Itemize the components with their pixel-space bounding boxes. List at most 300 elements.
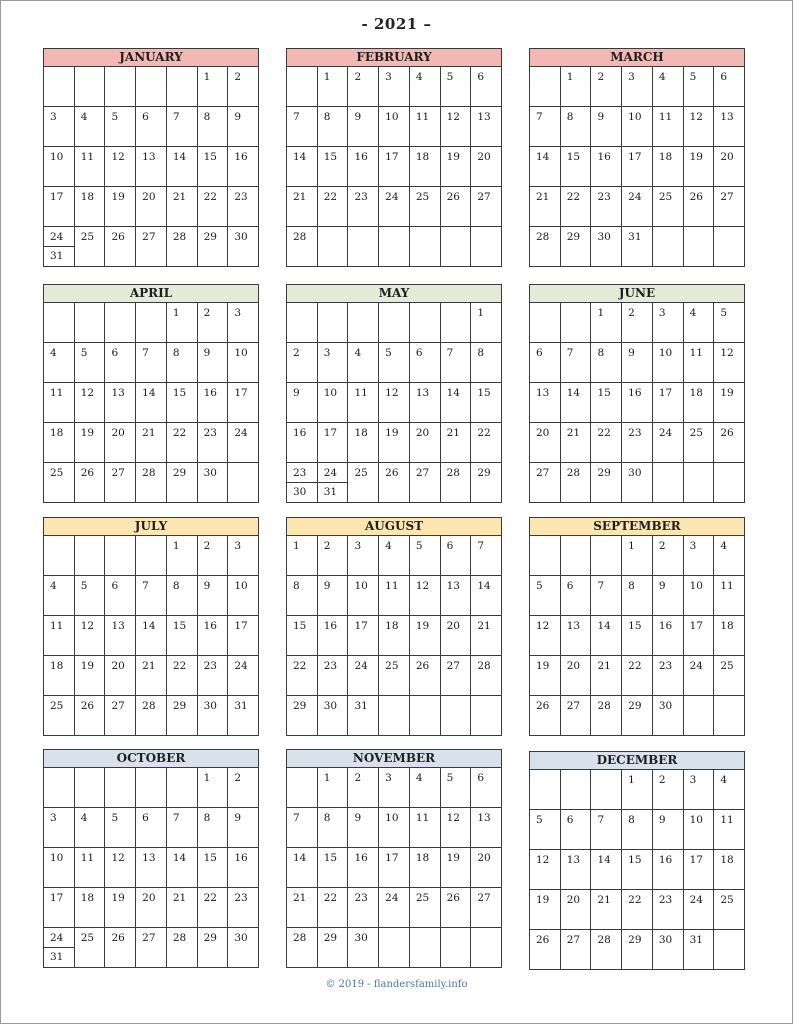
day-number: 28 [597, 700, 611, 712]
day-cell [228, 463, 259, 503]
day-number: 22 [566, 191, 581, 203]
day-number: 22 [597, 427, 611, 439]
day-number: 4 [50, 580, 57, 592]
day-number: 5 [80, 580, 88, 592]
week-row [44, 888, 259, 928]
day-cell [441, 303, 472, 343]
day-number: 11 [80, 852, 95, 864]
month-april [43, 284, 259, 503]
day-cell [530, 227, 561, 267]
week-row [44, 227, 259, 267]
day-cell [714, 930, 745, 970]
day-cell [287, 227, 318, 267]
day-number: 9 [234, 812, 241, 824]
day-number: 14 [597, 854, 611, 866]
day-cell [318, 227, 349, 267]
day-cell [167, 383, 198, 423]
day-number: 4 [415, 71, 423, 83]
day-cell [318, 107, 349, 147]
day-number: 10 [385, 111, 399, 123]
day-number: 21 [172, 191, 187, 203]
day-number: 4 [720, 540, 727, 552]
day-number: 2 [354, 71, 362, 83]
day-cell [471, 303, 502, 343]
day-number: 1 [628, 774, 635, 786]
day-number: 5 [689, 71, 697, 83]
day-cell [167, 616, 198, 656]
day-cell [167, 107, 198, 147]
day-number: 7 [142, 580, 149, 592]
day-number: 13 [415, 387, 430, 399]
day-number: 29 [293, 700, 307, 712]
day-number: 29 [323, 932, 338, 944]
day-number: 21 [477, 620, 491, 632]
day-cell [228, 147, 259, 187]
day-cell [198, 888, 229, 928]
week-row [530, 227, 745, 267]
day-cell [348, 928, 379, 968]
week-row [287, 536, 502, 576]
day-cell [228, 187, 259, 227]
day-cell [471, 616, 502, 656]
day-number: 9 [293, 387, 300, 399]
day-number: 19 [446, 852, 460, 864]
day-number: 27 [477, 191, 491, 203]
day-cell [714, 147, 745, 187]
week-row [530, 187, 745, 227]
day-number: 15 [566, 151, 581, 163]
day-cell [348, 187, 379, 227]
day-cell [410, 576, 441, 616]
day-number: 22 [323, 892, 338, 904]
day-cell [410, 616, 441, 656]
day-number: 24 [385, 892, 399, 904]
day-cell [684, 930, 715, 970]
day-number: 8 [172, 580, 180, 592]
day-number: 27 [477, 892, 491, 904]
day-number: 28 [142, 467, 156, 479]
day-number: 26 [446, 892, 460, 904]
day-number: 26 [80, 700, 95, 712]
day-number: 16 [234, 151, 248, 163]
day-number: 2 [203, 540, 211, 552]
day-cell [228, 343, 259, 383]
day-number: 1 [566, 71, 574, 83]
day-number: 16 [323, 620, 338, 632]
day-cell [410, 536, 441, 576]
day-cell [441, 67, 472, 107]
day-cell [561, 930, 592, 970]
day-cell [287, 576, 318, 616]
day-number: 28 [536, 231, 550, 243]
day-cell [530, 147, 561, 187]
day-number: 10 [689, 814, 703, 826]
day-cell [471, 187, 502, 227]
day-number: 7 [293, 111, 300, 123]
month-days-grid [286, 303, 502, 503]
month-days-grid [43, 303, 259, 503]
day-number: 8 [203, 812, 211, 824]
day-number: 13 [477, 812, 491, 824]
day-number: 19 [111, 191, 125, 203]
day-number: 6 [142, 812, 149, 824]
day-number: 20 [566, 894, 581, 906]
day-number: 31 [323, 486, 338, 498]
day-cell [44, 536, 75, 576]
day-cell [287, 808, 318, 848]
day-number: 4 [354, 347, 362, 359]
day-number: 6 [111, 347, 119, 359]
day-cell [530, 536, 561, 576]
day-number: 22 [628, 894, 642, 906]
day-cell [198, 227, 229, 267]
month-days-grid [286, 768, 502, 968]
day-number: 26 [536, 934, 550, 946]
day-cell [530, 770, 561, 810]
day-cell [44, 227, 75, 267]
day-number: 5 [446, 772, 454, 784]
day-number: 3 [234, 307, 241, 319]
day-number: 20 [142, 191, 156, 203]
day-number: 23 [658, 660, 673, 672]
day-cell [318, 848, 349, 888]
month-header: MAY [286, 284, 502, 303]
day-cell [379, 536, 410, 576]
month-header: AUGUST [286, 517, 502, 536]
day-cell [622, 616, 653, 656]
day-cell [622, 850, 653, 890]
day-number: 1 [172, 307, 180, 319]
day-cell [379, 147, 410, 187]
day-cell [228, 808, 259, 848]
day-cell [318, 888, 349, 928]
day-cell [198, 848, 229, 888]
day-number: 20 [536, 427, 550, 439]
day-cell [105, 423, 136, 463]
week-row [287, 423, 502, 463]
day-number: 17 [323, 427, 338, 439]
day-cell [379, 463, 410, 503]
day-cell [622, 696, 653, 736]
day-number: 18 [720, 620, 734, 632]
day-number: 7 [597, 580, 605, 592]
day-number: 22 [293, 660, 307, 672]
day-number: 27 [111, 700, 125, 712]
day-number: 13 [142, 151, 156, 163]
day-cell [591, 930, 622, 970]
day-number: 20 [446, 620, 460, 632]
day-cell [75, 423, 106, 463]
day-number: 30 [234, 932, 248, 944]
day-number: 31 [234, 700, 248, 712]
day-number: 6 [536, 347, 543, 359]
month-february [286, 48, 502, 267]
copyright-footer: © 2019 - flandersfamily.info [325, 979, 468, 990]
day-number: 14 [293, 852, 307, 864]
day-number: 7 [566, 347, 574, 359]
day-number: 15 [203, 151, 217, 163]
day-cell [379, 768, 410, 808]
day-cell [348, 576, 379, 616]
day-cell [198, 383, 229, 423]
week-row [44, 147, 259, 187]
day-number: 22 [477, 427, 491, 439]
day-cell [471, 848, 502, 888]
day-number: 20 [111, 660, 125, 672]
day-cell [684, 227, 715, 267]
day-number: 22 [323, 191, 338, 203]
day-number: 14 [597, 620, 611, 632]
day-cell [228, 423, 259, 463]
day-cell [561, 147, 592, 187]
day-cell [591, 463, 622, 503]
day-number: 11 [50, 387, 64, 399]
day-number: 19 [80, 660, 95, 672]
week-row [530, 810, 745, 850]
day-number: 13 [477, 111, 491, 123]
day-number: 11 [80, 151, 95, 163]
day-cell [379, 187, 410, 227]
overflow-day-cell [44, 246, 74, 266]
day-cell [471, 928, 502, 968]
day-number: 25 [50, 467, 64, 479]
day-cell [530, 616, 561, 656]
day-cell [561, 67, 592, 107]
day-cell [530, 656, 561, 696]
day-number: 10 [50, 852, 64, 864]
day-number: 22 [172, 427, 187, 439]
day-cell [410, 888, 441, 928]
day-number: 30 [203, 700, 217, 712]
day-cell [653, 770, 684, 810]
day-number: 29 [203, 231, 217, 243]
day-cell [653, 107, 684, 147]
day-cell [44, 187, 75, 227]
day-cell [622, 656, 653, 696]
day-number: 2 [658, 540, 666, 552]
month-header: DECEMBER [529, 751, 745, 770]
day-cell [318, 808, 349, 848]
day-number: 6 [566, 580, 574, 592]
day-number: 17 [50, 892, 64, 904]
day-cell [653, 147, 684, 187]
day-number: 7 [536, 111, 543, 123]
day-cell [684, 383, 715, 423]
day-cell [622, 343, 653, 383]
day-cell [622, 107, 653, 147]
day-cell [591, 810, 622, 850]
day-cell [105, 808, 136, 848]
day-number: 17 [689, 854, 703, 866]
day-cell [410, 383, 441, 423]
day-cell [561, 343, 592, 383]
week-row [44, 576, 259, 616]
day-cell [410, 928, 441, 968]
day-cell [318, 343, 349, 383]
day-cell [441, 227, 472, 267]
day-number: 28 [597, 934, 611, 946]
day-cell [44, 383, 75, 423]
day-cell [105, 848, 136, 888]
day-number: 15 [203, 852, 217, 864]
day-cell [471, 67, 502, 107]
day-number: 8 [203, 111, 211, 123]
day-number: 18 [80, 191, 95, 203]
day-number: 15 [597, 387, 611, 399]
day-cell [379, 343, 410, 383]
day-cell [622, 890, 653, 930]
day-cell [228, 227, 259, 267]
day-cell [684, 463, 715, 503]
day-cell [714, 463, 745, 503]
day-cell [714, 67, 745, 107]
day-number: 28 [477, 660, 491, 672]
day-cell [714, 850, 745, 890]
day-number: 28 [172, 231, 187, 243]
day-number: 12 [536, 854, 550, 866]
day-cell [653, 656, 684, 696]
day-number: 15 [323, 151, 338, 163]
day-number: 23 [234, 892, 248, 904]
day-cell [379, 576, 410, 616]
day-number: 27 [566, 934, 581, 946]
day-cell [561, 463, 592, 503]
day-cell [198, 928, 229, 968]
day-number: 14 [446, 387, 460, 399]
day-number: 24 [689, 894, 703, 906]
day-cell [198, 107, 229, 147]
day-cell [684, 147, 715, 187]
day-number: 1 [323, 772, 331, 784]
day-number: 18 [354, 427, 368, 439]
day-cell [136, 227, 167, 267]
day-number: 25 [415, 892, 430, 904]
day-cell [136, 423, 167, 463]
day-cell [379, 227, 410, 267]
week-row [44, 536, 259, 576]
day-cell [228, 107, 259, 147]
day-number: 9 [354, 812, 362, 824]
day-cell [287, 303, 318, 343]
day-number: 21 [446, 427, 460, 439]
day-number: 9 [658, 580, 666, 592]
day-number: 27 [142, 932, 156, 944]
week-row [44, 423, 259, 463]
day-cell [198, 67, 229, 107]
day-number: 8 [628, 580, 635, 592]
day-cell [684, 67, 715, 107]
day-cell [198, 187, 229, 227]
day-number: 15 [628, 854, 642, 866]
day-cell [530, 303, 561, 343]
day-number: 8 [566, 111, 574, 123]
day-number: 28 [142, 700, 156, 712]
day-number: 10 [50, 151, 64, 163]
day-cell [167, 888, 198, 928]
day-cell [471, 696, 502, 736]
day-cell [136, 888, 167, 928]
day-number: 4 [720, 774, 727, 786]
month-august [286, 517, 502, 736]
day-number: 5 [536, 580, 543, 592]
day-cell [622, 303, 653, 343]
day-cell [105, 616, 136, 656]
day-cell [75, 107, 106, 147]
week-row [44, 696, 259, 736]
day-number: 25 [80, 932, 95, 944]
day-number: 4 [689, 307, 697, 319]
week-row [287, 383, 502, 423]
day-number: 17 [658, 387, 673, 399]
day-number: 6 [477, 71, 484, 83]
month-days-grid [43, 536, 259, 736]
day-number: 23 [354, 892, 368, 904]
day-cell [318, 696, 349, 736]
day-cell [136, 107, 167, 147]
day-number: 23 [203, 427, 217, 439]
day-cell [622, 810, 653, 850]
day-number: 28 [446, 467, 460, 479]
week-row [530, 67, 745, 107]
week-row [530, 383, 745, 423]
day-number: 20 [142, 892, 156, 904]
day-cell [167, 303, 198, 343]
day-cell [348, 147, 379, 187]
day-cell [561, 303, 592, 343]
day-cell [471, 343, 502, 383]
day-cell [561, 616, 592, 656]
day-cell [379, 848, 410, 888]
week-row [44, 848, 259, 888]
day-number: 1 [203, 71, 211, 83]
week-row [44, 808, 259, 848]
day-number: 2 [234, 71, 241, 83]
day-cell [318, 616, 349, 656]
day-cell [379, 383, 410, 423]
day-cell [318, 463, 349, 503]
day-cell [287, 187, 318, 227]
day-cell [684, 536, 715, 576]
week-row [287, 187, 502, 227]
day-number: 26 [111, 231, 125, 243]
week-row [44, 67, 259, 107]
day-number: 5 [415, 540, 423, 552]
day-cell [44, 303, 75, 343]
day-cell [105, 383, 136, 423]
day-cell [318, 67, 349, 107]
day-cell [530, 890, 561, 930]
week-row [530, 463, 745, 503]
day-cell [198, 463, 229, 503]
day-number: 26 [720, 427, 734, 439]
day-cell [714, 616, 745, 656]
month-header: APRIL [43, 284, 259, 303]
day-cell [561, 227, 592, 267]
day-number: 18 [415, 151, 430, 163]
day-cell [287, 768, 318, 808]
week-row [530, 850, 745, 890]
day-number: 19 [720, 387, 734, 399]
day-number: 12 [446, 111, 460, 123]
day-number: 4 [658, 71, 666, 83]
day-cell [471, 383, 502, 423]
day-cell [561, 383, 592, 423]
day-number: 11 [720, 580, 734, 592]
day-number: 2 [293, 347, 300, 359]
day-cell [379, 303, 410, 343]
day-cell [44, 576, 75, 616]
day-cell [198, 536, 229, 576]
